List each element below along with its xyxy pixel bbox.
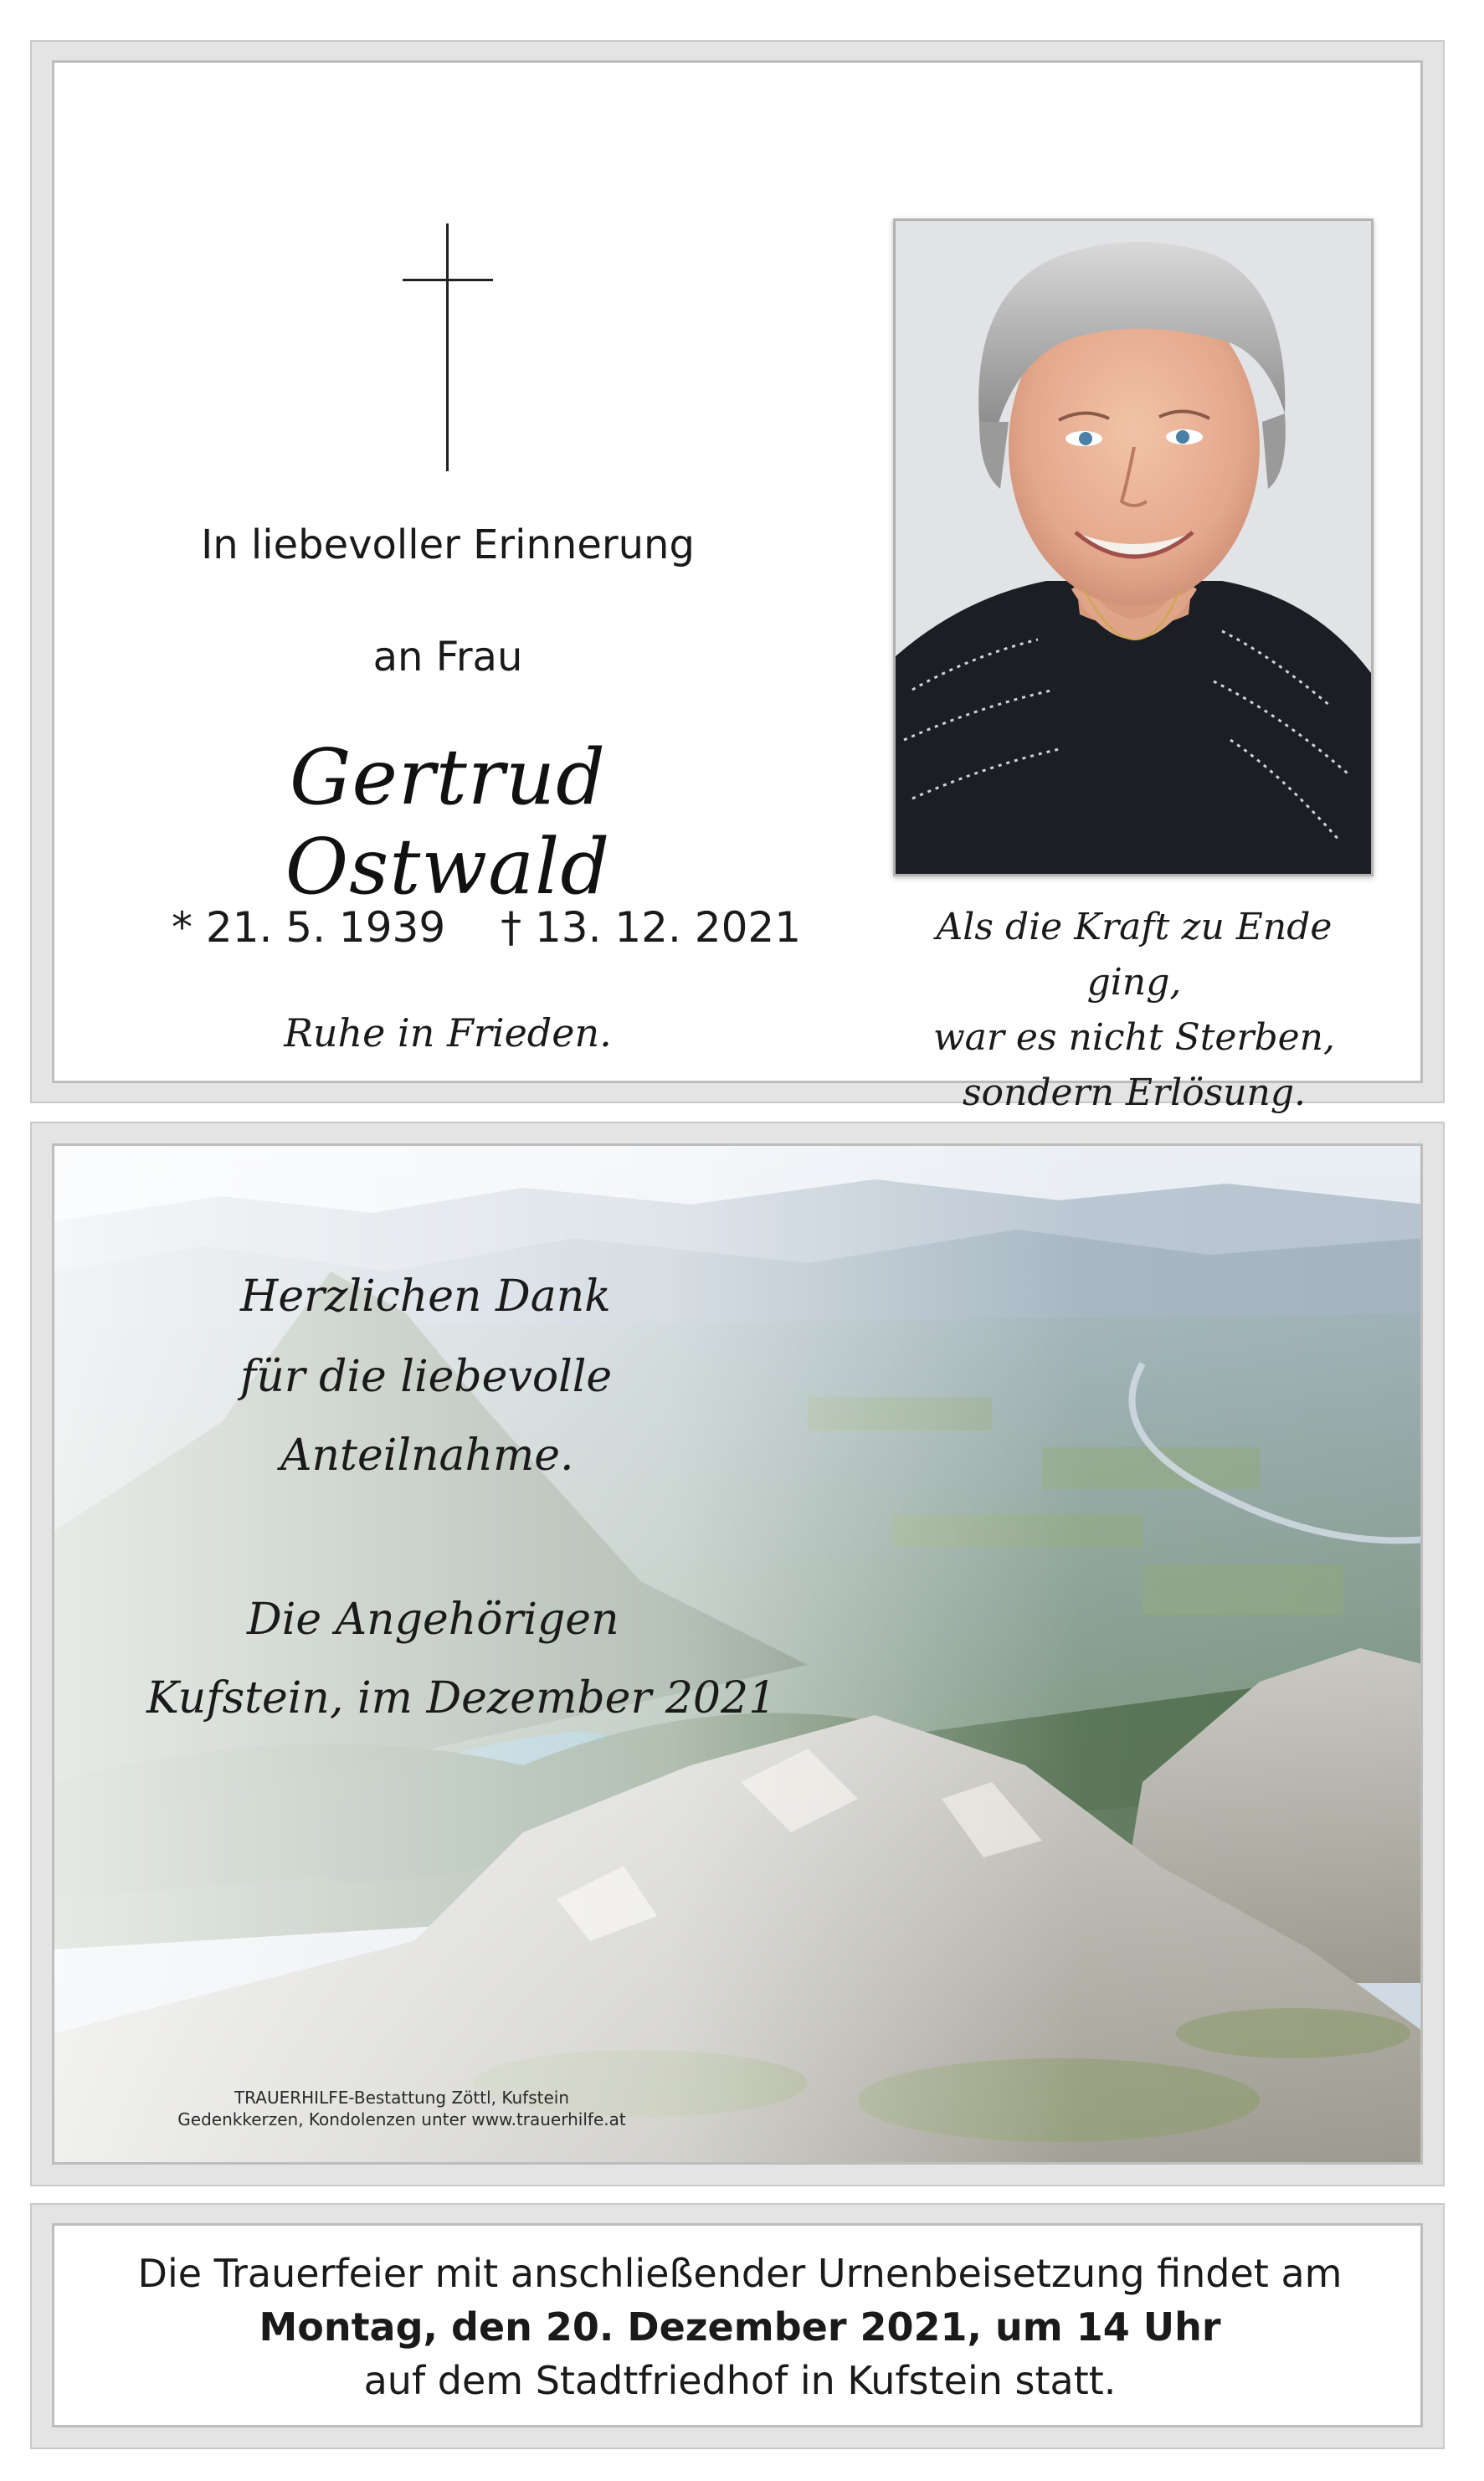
ceremony-line: Die Trauerfeier mit anschließender Urnenbeisetzung findet am	[137, 2251, 1343, 2296]
funeral-home-line: Gedenkkerzen, Kondolenzen unter www.trauerhilfe.at	[177, 2109, 626, 2129]
thanks-line: Anteilnahme.	[280, 1431, 574, 1481]
ceremony-notice	[52, 2223, 1423, 2427]
thanks-panel	[52, 1143, 1423, 2165]
death-date: † 13. 12. 2021	[501, 903, 802, 952]
verse-line: Als die Kraft zu Ende ging,	[936, 906, 1333, 1004]
obituary-panel	[52, 60, 1423, 1114]
ceremony-location: auf dem Stadtfriedhof in Kufstein statt.	[363, 2358, 1117, 2403]
family-signature: Die Angehörigen	[247, 1595, 619, 1645]
funeral-home-note	[146, 2087, 657, 2130]
cross-icon	[403, 223, 493, 471]
deceased-name: Gertrud Ostwald	[285, 732, 611, 912]
verse	[891, 900, 1377, 1121]
rest-in-peace: Ruhe in Frieden.	[284, 1010, 612, 1056]
thanks-line: Herzlichen Dank	[240, 1271, 611, 1322]
verse-line: sondern Erlösung.	[962, 1071, 1307, 1114]
life-dates	[172, 903, 802, 952]
funeral-home-line: TRAUERHILFE-Bestattung Zöttl, Kufstein	[234, 2088, 570, 2108]
memory-line: In liebevoller Erinnerung	[201, 521, 695, 568]
ceremony-date: Montag, den 20. Dezember 2021, um 14 Uhr	[259, 2304, 1221, 2350]
thanks-line: für die liebevolle	[240, 1352, 613, 1402]
verse-line: war es nicht Sterben,	[932, 1016, 1335, 1059]
honorific: an Frau	[372, 634, 523, 681]
place-date: Kufstein, im Dezember 2021	[146, 1673, 777, 1723]
portrait-photo	[893, 218, 1374, 876]
birth-date: * 21. 5. 1939	[172, 903, 446, 952]
